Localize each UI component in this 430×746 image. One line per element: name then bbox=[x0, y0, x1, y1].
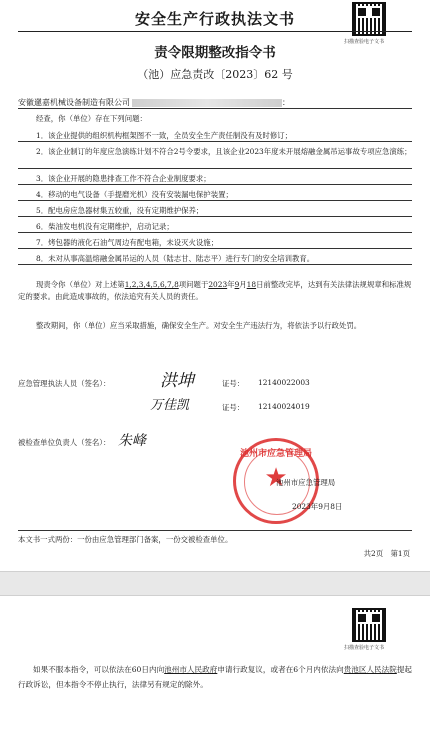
deadline-month: 9 bbox=[234, 280, 240, 289]
copies-note: 本文书一式两份：一份由应急管理部门备案，一份交被检查单位。 bbox=[18, 535, 233, 544]
cert-label: 证号： bbox=[222, 403, 245, 412]
inspector-signature: 万佳凯 bbox=[150, 398, 190, 413]
intro-text: 经查，你（单位）存在下列问题： bbox=[36, 114, 147, 123]
inspector-label: 应急管理执法人员（签名）： bbox=[18, 379, 111, 388]
issue-item: 5．配电房应急器材集五较重，没有定期维护保养； bbox=[18, 205, 412, 217]
recipient-underline bbox=[18, 108, 412, 109]
redacted-area bbox=[132, 99, 282, 107]
court-name: 贵池区人民法院 bbox=[343, 665, 397, 674]
document-title: 责令限期整改指令书 bbox=[154, 45, 276, 61]
order-items: 1,2,3,4,5,6,7,8 bbox=[124, 280, 179, 289]
issue-item: 6．柴油发电机没有定期维护，启动记录； bbox=[18, 221, 412, 233]
responsible-label: 被检查单位负责人（签名）： bbox=[18, 438, 111, 447]
deadline-day: 18 bbox=[246, 280, 257, 289]
responsible-signature: 朱峰 bbox=[118, 433, 146, 449]
appeal-notice: 如果不服本指令，可以依法在60日内向池州市人民政府申请行政复议，或者在6个月内依法向贵池区人民法院提起行政诉讼，但本指令不停止执行，法律另有规定的除外。 bbox=[18, 665, 413, 689]
qr-caption: 扫描查验电子文书 bbox=[344, 645, 385, 651]
page-number: 共2页 第1页 bbox=[363, 549, 410, 558]
seal-star-icon: ★ bbox=[264, 463, 288, 493]
recipient-name: 安徽邋嘉机械设备制造有限公司 bbox=[18, 98, 130, 107]
recipient: 安徽邋嘉机械设备制造有限公司 ： bbox=[18, 98, 290, 107]
issue-item: 3．该企业开展的隐患排查工作不符合企业制度要求； bbox=[18, 173, 412, 185]
cert-number: 12140024019 bbox=[258, 402, 310, 411]
rectification-period-text: 整改期间，你（单位）应当采取措施，确保安全生产。对安全生产违法行为，将依法予以行政处罚。 bbox=[36, 321, 362, 330]
header-divider bbox=[18, 31, 412, 32]
gov-name: 池州市人民政府 bbox=[164, 665, 218, 674]
page-separator bbox=[0, 571, 430, 596]
inspector-signature: 洪坤 bbox=[160, 371, 194, 391]
issue-item: 2．该企业制订的年度应急演练计划不符合2号令要求，且该企业2023年度未开展熔融金属吊运事故专项应急演练； bbox=[18, 146, 412, 169]
issuer-name: 池州市应急管理局 bbox=[276, 478, 336, 487]
footer-divider bbox=[18, 530, 412, 531]
issue-item: 8．未对从事高温熔融金属吊运的人员（陆志甘、陆志平）进行专门的安全培训教育。 bbox=[18, 253, 412, 265]
qr-code-icon bbox=[352, 608, 386, 642]
issue-date: 2023年9月8日 bbox=[292, 502, 343, 511]
deadline-year: 2023 bbox=[208, 280, 228, 289]
cert-label: 证号： bbox=[222, 379, 245, 388]
cert-number: 12140022003 bbox=[258, 378, 310, 387]
issue-item: 1．该企业提供的组织机构框架图不一致，全员安全生产责任制没有及时修订； bbox=[18, 130, 412, 142]
qr-caption: 扫描查验电子文书 bbox=[344, 39, 385, 45]
header-title: 安全生产行政执法文书 bbox=[134, 10, 295, 28]
issue-item: 4．移动的电气设备（手提磨光机）没有安装漏电保护装置； bbox=[18, 189, 412, 201]
seal-text: 池州市应急管理局 bbox=[239, 449, 312, 459]
order-paragraph: 现责令你（单位）对上述第1,2,3,4,5,6,7,8项问题于2023年9月18日前整改完毕，达到有关法律法规规章和标准规定的要求。由此造成事故的，依法追究有关人员的责任。 bbox=[18, 280, 412, 301]
issue-item: 7．烤包器的液化石油气周边有配电箱，未设灭火设施； bbox=[18, 237, 412, 249]
document-number: （池）应急责改〔2023〕62 号 bbox=[137, 68, 293, 81]
